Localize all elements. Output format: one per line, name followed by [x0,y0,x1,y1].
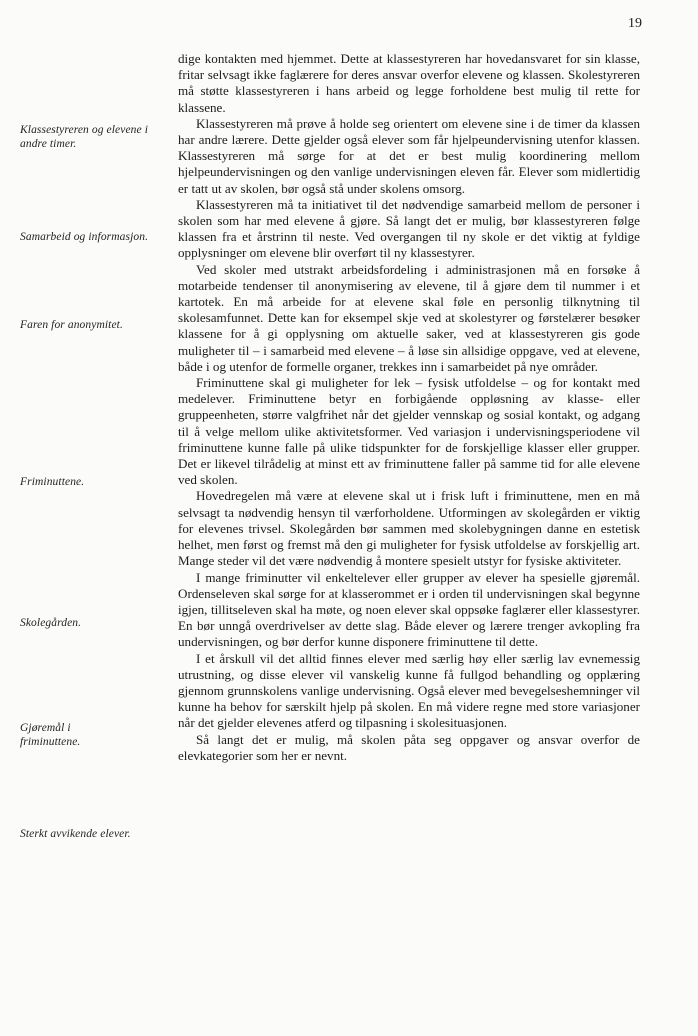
margin-note-anonymitet: Faren for anonymitet. [20,319,123,331]
paragraph: Klassestyreren må ta initiativet til det nødvendige samarbeid mellom de personer i skolen som har med elevene å gjøre. Så langt det er mulig, bør klassestyreren følge klassen fra et årstrinn til neste. Ved overgangen til ny skole er det viktig at fyldige opplysninger om elevene blir overført til ny klassestyrer. [178,196,640,261]
paragraph: Hovedregelen må være at elevene skal ut i frisk luft i friminuttene, men en må selvsagt ta nødvendig hensyn til værforholdene. Utformingen av skolegården er viktig for elevenes trivsel. Skolegården bør sammen med skolebygningen danne en estetisk helhet, men først og fremst må den gi muligheter for fysisk utfoldelse av forskjellig art. Mange steder vil det være nødvendig å montere spesielt utstyr for fysiske aktiviteter. [178,488,640,569]
body-text [178,51,640,764]
margin-note-gjoremal: Gjøremål i friminuttene. [20,722,81,748]
margin-note-klassestyreren: Klassestyreren og elevene i andre timer. [20,124,148,150]
paragraph: Friminuttene skal gi muligheter for lek – fysisk utfoldelse – og for kontakt med medelever. Friminuttene betyr en forbigående oppløsning av klasse- eller gruppeenheten, større valgfrihet når det gjelder vennskap og sosial kontakt, og adgang til å velge mellom ulike aktivitetsformer. Ved variasjon i undervisningsperiodene vil friminuttene kunne falle på ulike tidspunkter for de forskjellige klasser eller grupper. Det er likevel tilrådelig at minst ett av friminuttene faller på samme tid for alle elevene ved skolen. [178,375,640,488]
margin-note-friminuttene: Friminuttene. [20,476,85,488]
margin-note-samarbeid: Samarbeid og informasjon. [20,231,149,243]
margin-note-skolegarden: Skolegården. [20,617,82,629]
margin-note-avvikende-elever: Sterkt avvikende elever. [20,828,131,840]
paragraph: dige kontakten med hjemmet. Dette at klassestyreren har hovedansvaret for sin klasse, fritar selvsagt ikke faglærere for deres ansvar overfor elevene og klassen. Skolestyreren må støtte klassestyreren i hans arbeid og legge forholdene best mulig til rette for klassene. [178,51,640,115]
paragraph: I mange friminutter vil enkeltelever eller grupper av elever ha spesielle gjøremål. Ordenseleven skal sørge for at klasserommet er i orden til undervisningen skal begynne igjen, tillitseleven skal ha møte, og noen elever skal oppsøke faglærer eller klassestyrer. En bør unngå overdrivelser av dette slag. Både elever og lærere trenger avkopling fra undervisningen, og bør derfor kunne disponere friminuttene til dette. [178,569,640,650]
paragraph: Klassestyreren må prøve å holde seg orientert om elevene sine i de timer da klassen har andre lærere. Dette gjelder også elever som får hjelpeundervisning utenfor klassen. Klassestyreren må sørge for at det er best mulig koordinering mellom hjelpeundervisningen og den vanlige undervisningen eleven får. Elever som midlertidig er tatt ut av skolen, bør også stå under skolens omsorg. [178,115,640,196]
paragraph: Så langt det er mulig, må skolen påta seg oppgaver og ansvar overfor de elevkategorier som her er nevnt. [178,731,640,763]
paragraph: Ved skoler med utstrakt arbeidsfordeling i administrasjonen må en forsøke å motarbeide tendenser til anonymisering av elevene, til å gjøre dem til nummer i et kartotek. En må arbeide for at elevene skal føle en personlig tilknytning til skolesamfunnet. Dette kan for eksempel skje ved at skolestyrer og førstelærer besøker klassene for å gi opplysning om aktuelle saker, ved at klassestyreren gis gode muligheter til – i samarbeid med elevene – å løse sin allsidige oppgave, ved at elevene, både i og utenfor de formelle organer, trekkes inn i samarbeidet på nye områder. [178,261,640,374]
paragraph: I et årskull vil det alltid finnes elever med særlig høy eller særlig lav evnemessig utrustning, og disse elever vil vanskelig kunne få fullgod behandling og opplæring gjennom grunnskolens vanlige undervisning. Også elever med bevegelseshemninger vil kunne ha behov for særskilt hjelp på skolen. En må videre regne med store variasjoner når det gjelder elevenes atferd og tilpasning i skolesituasjonen. [178,650,640,731]
page-number: 19 [628,16,642,31]
